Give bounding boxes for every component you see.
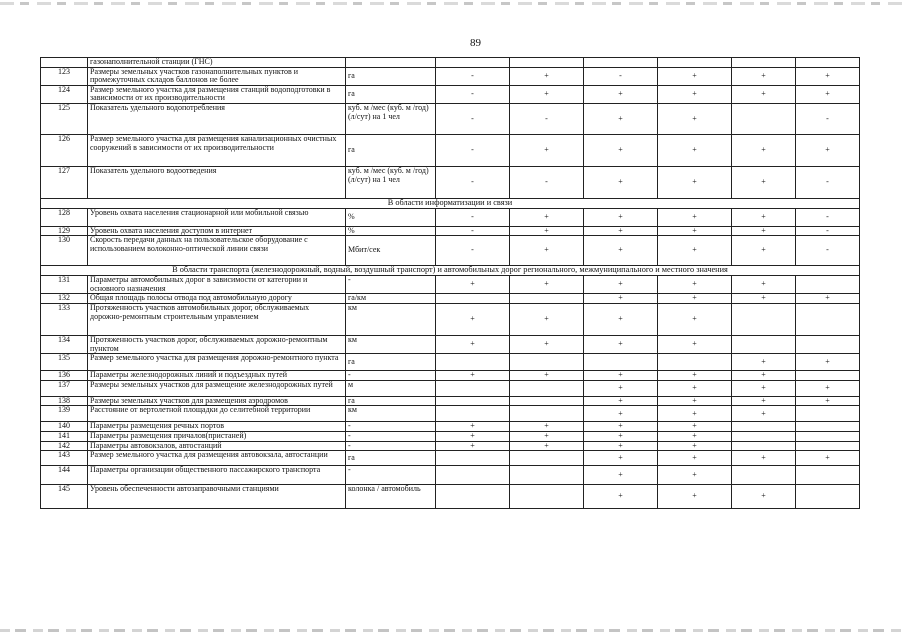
table-row <box>41 422 860 432</box>
unit-of-measure: куб. м /мес (куб. м /год) (л/сут) на 1 чел <box>346 103 436 134</box>
unit-of-measure: га <box>346 396 436 406</box>
continuation-text: газонаполнительной станции (ГНС) <box>88 58 346 68</box>
table-row <box>41 406 860 422</box>
level-mark <box>796 431 860 441</box>
level-mark: + <box>658 166 732 198</box>
level-mark: + <box>436 441 510 451</box>
level-mark: + <box>436 371 510 381</box>
unit-of-measure: - <box>346 431 436 441</box>
level-mark: + <box>510 67 584 85</box>
level-mark <box>732 103 796 134</box>
level-mark <box>732 431 796 441</box>
continuation-row <box>41 58 860 68</box>
level-mark: + <box>658 422 732 432</box>
level-mark <box>436 451 510 466</box>
row-number-cell <box>41 58 88 68</box>
row-number: 143 <box>41 451 88 466</box>
level-mark: + <box>658 441 732 451</box>
level-mark <box>436 294 510 304</box>
table-row <box>41 294 860 304</box>
unit-of-measure: га <box>346 85 436 103</box>
level-mark: - <box>510 166 584 198</box>
table-row <box>41 85 860 103</box>
level-mark: + <box>658 396 732 406</box>
level-mark: - <box>796 236 860 266</box>
table-row <box>41 303 860 335</box>
table-row <box>41 466 860 485</box>
level-mark: + <box>436 276 510 294</box>
level-mark: - <box>436 134 510 166</box>
unit-of-measure: га <box>346 67 436 85</box>
row-number: 123 <box>41 67 88 85</box>
level-mark: + <box>510 226 584 236</box>
level-mark: - <box>584 67 658 85</box>
level-mark: + <box>658 276 732 294</box>
unit-of-measure: - <box>346 371 436 381</box>
level-mark: - <box>510 103 584 134</box>
level-mark: + <box>510 236 584 266</box>
level-mark <box>796 276 860 294</box>
unit-of-measure: % <box>346 226 436 236</box>
unit-of-measure: м <box>346 380 436 396</box>
indicator-name: Показатель удельного водопотребления <box>88 103 346 134</box>
table-row <box>41 451 860 466</box>
level-mark <box>796 422 860 432</box>
level-mark: + <box>436 422 510 432</box>
unit-of-measure: га/км <box>346 294 436 304</box>
row-number: 139 <box>41 406 88 422</box>
level-mark: + <box>584 134 658 166</box>
level-mark: + <box>584 335 658 353</box>
table-row <box>41 226 860 236</box>
level-mark: - <box>436 208 510 226</box>
level-mark: - <box>436 226 510 236</box>
level-mark <box>510 354 584 371</box>
row-number: 140 <box>41 422 88 432</box>
level-mark: + <box>796 354 860 371</box>
level-mark: + <box>584 236 658 266</box>
level-mark: + <box>658 134 732 166</box>
indicator-name: Уровень обеспеченности автозаправочными станциями <box>88 485 346 509</box>
level-mark: + <box>732 134 796 166</box>
level-mark: + <box>436 303 510 335</box>
table-row <box>41 208 860 226</box>
row-number: 134 <box>41 335 88 353</box>
level-mark: + <box>796 134 860 166</box>
level-mark: + <box>510 371 584 381</box>
level-mark: + <box>584 451 658 466</box>
indicators-table <box>40 57 860 509</box>
level-mark <box>796 371 860 381</box>
level-mark: + <box>658 67 732 85</box>
indicator-name: Протяженность участков автомобильных дорог, обслуживаемых дорожно-ремонтным строительным управлением <box>88 303 346 335</box>
unit-of-measure: км <box>346 335 436 353</box>
level-mark: + <box>584 422 658 432</box>
level-mark <box>796 466 860 485</box>
level-mark: + <box>796 451 860 466</box>
level-mark: + <box>584 294 658 304</box>
level-mark <box>436 406 510 422</box>
level-mark: + <box>584 431 658 441</box>
level-mark: + <box>584 303 658 335</box>
unit-of-measure: га <box>346 451 436 466</box>
table-row <box>41 431 860 441</box>
indicator-name: Параметры размещения речных портов <box>88 422 346 432</box>
table-row <box>41 441 860 451</box>
level-mark: + <box>796 396 860 406</box>
level-mark: + <box>732 208 796 226</box>
level-mark: + <box>510 276 584 294</box>
level-mark: + <box>732 396 796 406</box>
level-mark: + <box>658 226 732 236</box>
unit-of-measure: - <box>346 422 436 432</box>
level-mark <box>732 335 796 353</box>
indicator-name: Параметры организации общественного пассажирского транспорта <box>88 466 346 485</box>
indicator-name: Размеры земельных участков для размещения аэродромов <box>88 396 346 406</box>
row-number: 138 <box>41 396 88 406</box>
level-mark <box>510 294 584 304</box>
level-mark <box>796 406 860 422</box>
level-mark: + <box>436 335 510 353</box>
level-mark: + <box>796 67 860 85</box>
unit-of-measure: колонка / автомобиль <box>346 485 436 509</box>
level-mark: + <box>732 380 796 396</box>
indicator-name: Общая площадь полосы отвода под автомобильную дорогу <box>88 294 346 304</box>
level-mark: - <box>796 208 860 226</box>
level-mark: - <box>436 67 510 85</box>
scan-edge-top <box>0 2 905 5</box>
indicator-name: Протяженность участков дорог, обслуживаемых дорожно-ремонтным пунктом <box>88 335 346 353</box>
level-mark <box>436 485 510 509</box>
level-mark: + <box>732 406 796 422</box>
level-mark: + <box>584 166 658 198</box>
unit-of-measure: км <box>346 303 436 335</box>
level-mark <box>732 422 796 432</box>
level-mark: + <box>510 422 584 432</box>
row-number: 133 <box>41 303 88 335</box>
level-mark: + <box>436 431 510 441</box>
level-mark: + <box>658 406 732 422</box>
indicator-name: Параметры железнодорожных линий и подъездных путей <box>88 371 346 381</box>
level-mark: + <box>584 276 658 294</box>
level-mark: + <box>510 85 584 103</box>
level-mark: + <box>732 85 796 103</box>
level-mark: + <box>796 294 860 304</box>
row-number: 126 <box>41 134 88 166</box>
level-mark <box>510 406 584 422</box>
row-number: 129 <box>41 226 88 236</box>
level-mark <box>796 303 860 335</box>
row-number: 132 <box>41 294 88 304</box>
row-number: 144 <box>41 466 88 485</box>
indicator-name: Скорость передачи данных на пользовательское оборудование с использованием волоконно-оптической линии связи <box>88 236 346 266</box>
level-mark <box>796 485 860 509</box>
level-mark <box>796 335 860 353</box>
level-mark: + <box>584 485 658 509</box>
level-mark <box>510 466 584 485</box>
level-mark: + <box>658 103 732 134</box>
indicator-name: Параметры автомобильных дорог в зависимости от категории и основного назначения <box>88 276 346 294</box>
level-mark: + <box>584 380 658 396</box>
row-number: 131 <box>41 276 88 294</box>
indicator-name: Расстояние от вертолетной площадки до селитебной территории <box>88 406 346 422</box>
level-mark <box>436 354 510 371</box>
level-mark: + <box>658 303 732 335</box>
row-number: 142 <box>41 441 88 451</box>
level-mark: + <box>584 226 658 236</box>
level-mark: + <box>584 103 658 134</box>
level-mark: - <box>436 236 510 266</box>
level-mark: + <box>732 485 796 509</box>
unit-of-measure: - <box>346 276 436 294</box>
level-mark <box>732 441 796 451</box>
level-mark: + <box>658 208 732 226</box>
level-mark <box>436 396 510 406</box>
level-mark <box>436 380 510 396</box>
level-mark: + <box>658 431 732 441</box>
row-number: 141 <box>41 431 88 441</box>
table-row <box>41 276 860 294</box>
page-number: 89 <box>470 37 481 49</box>
level-mark: + <box>732 236 796 266</box>
indicator-name: Размеры земельных участков для размещение железнодорожных путей <box>88 380 346 396</box>
unit-of-measure: га <box>346 134 436 166</box>
indicator-name: Параметры размещения причалов(пристаней) <box>88 431 346 441</box>
level-mark: - <box>796 103 860 134</box>
table-row <box>41 380 860 396</box>
level-mark: + <box>732 371 796 381</box>
table-row <box>41 103 860 134</box>
level-mark: - <box>796 226 860 236</box>
indicator-name: Показатель удельного водоотведения <box>88 166 346 198</box>
level-mark: - <box>436 166 510 198</box>
row-number: 136 <box>41 371 88 381</box>
level-mark: + <box>658 485 732 509</box>
level-mark: + <box>732 354 796 371</box>
level-mark: + <box>732 294 796 304</box>
level-mark: + <box>510 208 584 226</box>
level-mark: - <box>436 103 510 134</box>
unit-of-measure: - <box>346 441 436 451</box>
row-number: 135 <box>41 354 88 371</box>
level-mark <box>510 485 584 509</box>
level-mark: + <box>584 371 658 381</box>
level-mark: + <box>658 466 732 485</box>
level-mark: + <box>584 396 658 406</box>
level-mark: + <box>658 371 732 381</box>
level-mark: + <box>510 441 584 451</box>
indicator-name: Параметры автовокзалов, автостанций <box>88 441 346 451</box>
indicator-name: Размер земельного участка для размещения автовокзала, автостанции <box>88 451 346 466</box>
level-mark: + <box>658 294 732 304</box>
level-mark <box>732 303 796 335</box>
level-mark: + <box>510 134 584 166</box>
indicator-name: Размер земельного участка для размещения канализационных очистных сооружений в зависимости от их производительности <box>88 134 346 166</box>
unit-of-measure: га <box>346 354 436 371</box>
table-row <box>41 166 860 198</box>
unit-of-measure: км <box>346 406 436 422</box>
level-mark: + <box>584 441 658 451</box>
level-mark: + <box>658 380 732 396</box>
level-mark <box>510 380 584 396</box>
row-number: 128 <box>41 208 88 226</box>
level-mark: + <box>510 303 584 335</box>
indicator-name: Уровень охвата населения стационарной или мобильной связью <box>88 208 346 226</box>
table-row <box>41 354 860 371</box>
level-mark: + <box>584 406 658 422</box>
level-mark: + <box>732 276 796 294</box>
level-mark: + <box>658 335 732 353</box>
level-mark <box>510 396 584 406</box>
section-title: В области информатизации и связи <box>41 198 860 208</box>
section-heading-row <box>41 266 860 276</box>
level-mark: - <box>436 85 510 103</box>
level-mark: + <box>584 208 658 226</box>
level-mark: + <box>584 85 658 103</box>
level-mark <box>584 354 658 371</box>
level-mark: + <box>732 226 796 236</box>
scan-edge-bottom <box>0 629 905 632</box>
indicator-name: Размер земельного участка для размещения дорожно-ремонтного пункта <box>88 354 346 371</box>
level-mark: + <box>658 451 732 466</box>
table-row <box>41 236 860 266</box>
row-number: 145 <box>41 485 88 509</box>
level-mark: + <box>732 451 796 466</box>
table-row <box>41 335 860 353</box>
level-mark <box>732 466 796 485</box>
table-row <box>41 485 860 509</box>
level-mark: + <box>732 67 796 85</box>
level-mark <box>796 441 860 451</box>
level-mark <box>436 466 510 485</box>
level-mark: + <box>658 236 732 266</box>
unit-of-measure: Мбит/сек <box>346 236 436 266</box>
unit-of-measure: - <box>346 466 436 485</box>
row-number: 124 <box>41 85 88 103</box>
level-mark: + <box>510 431 584 441</box>
level-mark: + <box>796 85 860 103</box>
table-row <box>41 371 860 381</box>
level-mark: + <box>796 380 860 396</box>
indicator-name: Уровень охвата населения доступом в интернет <box>88 226 346 236</box>
level-mark: + <box>658 85 732 103</box>
level-mark <box>510 451 584 466</box>
table-row <box>41 396 860 406</box>
row-number: 127 <box>41 166 88 198</box>
indicator-name: Размер земельного участка для размещения станций водоподготовки в зависимости от их производительности <box>88 85 346 103</box>
indicator-name: Размеры земельных участков газонаполнительных пунктов и промежуточных складов баллонов не более <box>88 67 346 85</box>
section-heading-row <box>41 198 860 208</box>
section-title: В области транспорта (железнодорожный, водный, воздушный транспорт) и автомобильных дорог регионального, межмуниципального и местного значения <box>41 266 860 276</box>
level-mark <box>658 354 732 371</box>
row-number: 130 <box>41 236 88 266</box>
level-mark: + <box>584 466 658 485</box>
level-mark: + <box>732 166 796 198</box>
level-mark: - <box>796 166 860 198</box>
unit-of-measure: куб. м /мес (куб. м /год) (л/сут) на 1 чел <box>346 166 436 198</box>
table-row <box>41 134 860 166</box>
table-row <box>41 67 860 85</box>
unit-of-measure: % <box>346 208 436 226</box>
row-number: 137 <box>41 380 88 396</box>
row-number: 125 <box>41 103 88 134</box>
level-mark: + <box>510 335 584 353</box>
